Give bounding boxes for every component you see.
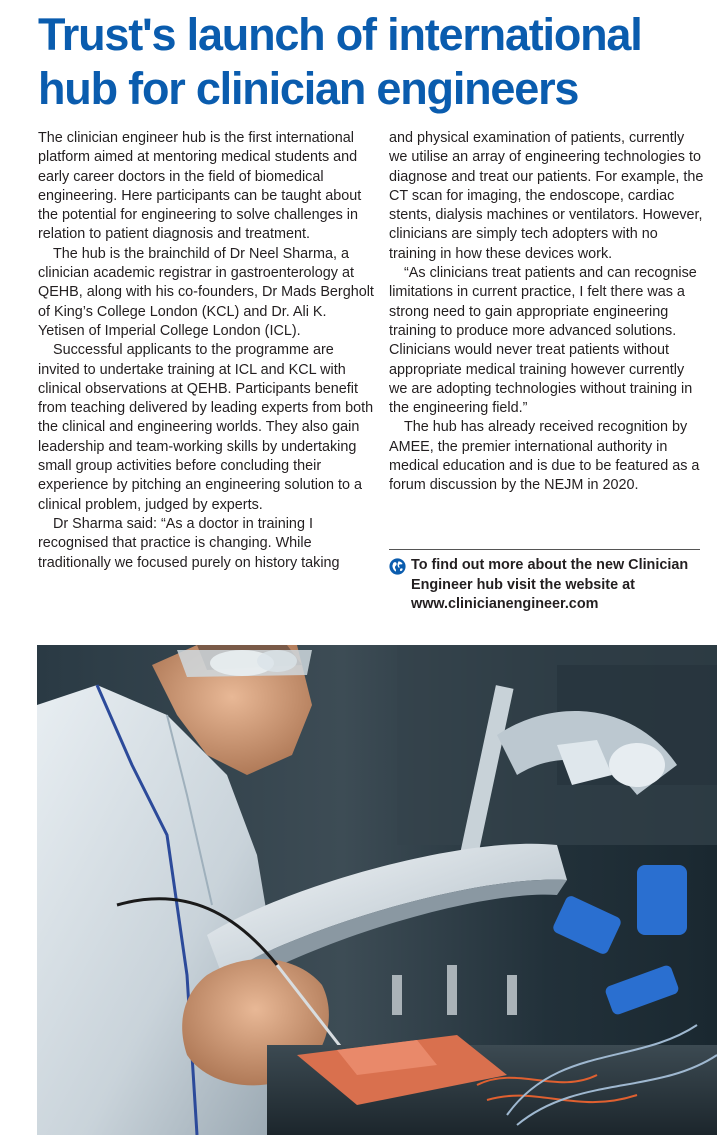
lab-photo [37,645,717,1135]
headline [38,8,708,116]
headline-line-2: hub for clinician engineers [38,63,579,114]
paragraph-brainchild: The hub is the brainchild of Dr Neel Sharma, a clinician academic registrar in gastroenterology at QEHB, along with his co-founders, Dr Mads Bergholt of King’s College London (KCL) and Dr. Ali K. Yetisen of Imperial College London (ICL). [38,245,374,339]
globe-icon [389,558,406,575]
paragraph-recognition: The hub has already received recognition by AMEE, the premier international authority in medical education and is due to be featured as a forum discussion by the NEJM in 2020. [389,419,700,494]
callout-divider [389,549,700,550]
paragraph-quote-continued: and physical examination of patients, currently we utilise an array of engineering technologies to diagnose and treat our patients. For example, the CT scan for imaging, the endoscope, cardiac stents, dialysis machines or ventilators. However, clinicians are simply tech adopters with no training in how these devices work. [389,130,704,262]
callout-text: To find out more about the new Clinician Engineer hub visit the website at www.clinicianengineer.com [411,557,689,612]
headline-line-1: Trust's launch of international [38,9,642,60]
paragraph-clinicians-quote: “As clinicians treat patients and can recognise limitations in current practice, I felt there was a strong need to gain appropriate engineering training to produce more advanced solutions. Clinicians would never treat patients without appropriate medical training however currently we are adopting technologies without training in the engineering field.” [389,265,697,417]
paragraph-intro: The clinician engineer hub is the first international platform aimed at mentoring medical students and early career doctors in the field of biomedical engineering. Here participants can be taught about the potential for engineering to solve challenges in relation to patient diagnosis and treatment. [38,130,362,243]
left-column [38,129,374,573]
paragraph-quote-start: Dr Sharma said: “As a doctor in training I recognised that practice is changing. While traditionally we focused purely on history taking [38,515,340,571]
clinician-engineer-photo [37,645,717,1135]
website-callout [389,556,709,615]
paragraph-applicants: Successful applicants to the programme are invited to undertake training at ICL and KCL with clinical observations at QEHB. Participants benefit from teaching delivered by leading experts from both the clinical and engineering worlds. They also gain leadership and team-working skills by undertaking small group activities before concluding their experience by pitching an engineering solution to a clinical problem, judged by experts. [38,342,374,513]
right-column [389,129,704,496]
